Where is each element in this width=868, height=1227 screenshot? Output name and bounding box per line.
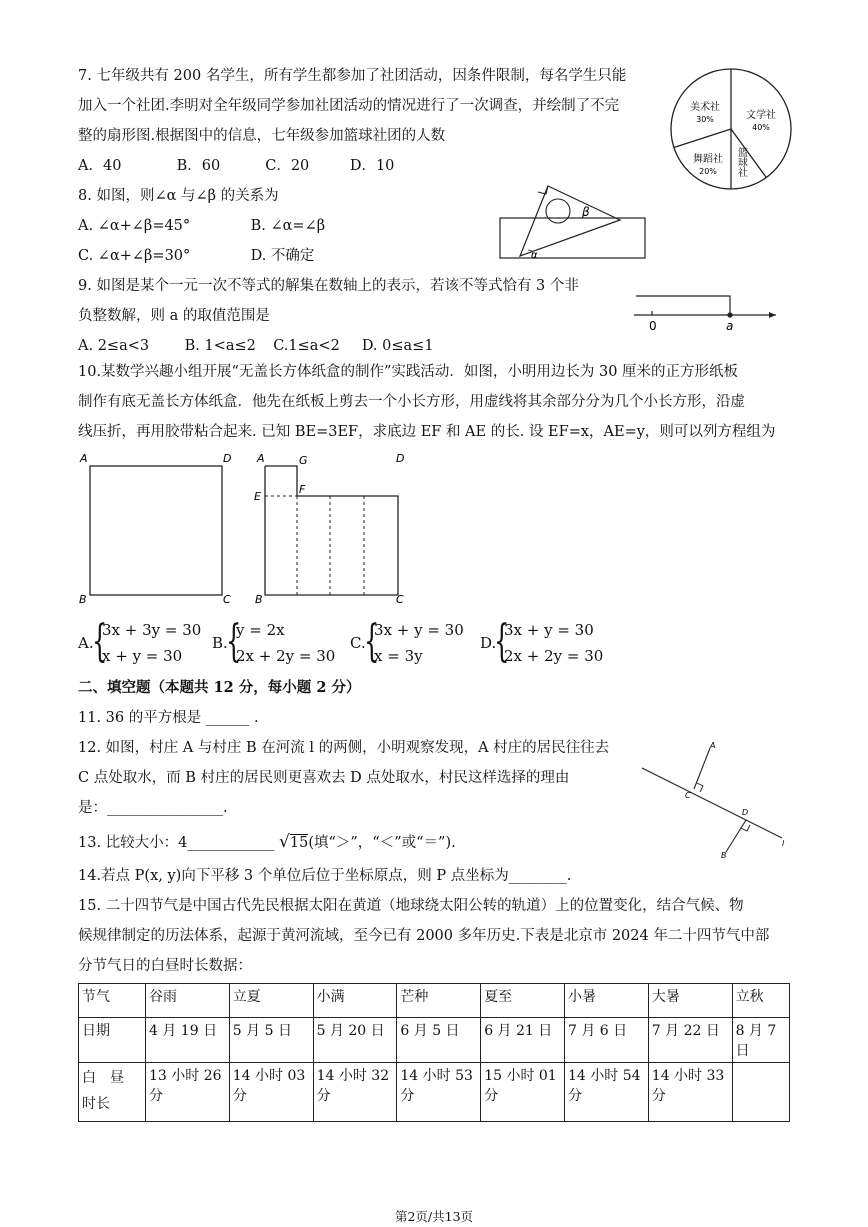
- q8-stem: 8. 如图，则∠α 与∠β 的关系为: [78, 188, 279, 204]
- page-footer: 第2页/共13页: [394, 1209, 474, 1224]
- q13-blank[interactable]: ____________: [187, 835, 275, 851]
- table-cell: 14 小时 33 分: [648, 1063, 732, 1122]
- fig2-label-c: C: [396, 593, 404, 606]
- label-zero: 0: [649, 319, 657, 333]
- solid-dot: [727, 312, 732, 317]
- label-a: a: [726, 319, 734, 333]
- table-cell: 7 月 22 日: [648, 1018, 732, 1063]
- fig2-label-g: G: [299, 454, 308, 467]
- table-cell: 白 昼 时长: [79, 1063, 146, 1122]
- table-cell: 4 月 19 日: [146, 1018, 230, 1063]
- table-cell: 15 小时 01 分: [481, 1063, 565, 1122]
- segment-bd: [726, 820, 746, 852]
- q12-river-figure: [638, 738, 798, 862]
- q7-line-3: 整的扇形图.根据图中的信息，七年级参加篮球社团的人数: [78, 128, 446, 144]
- q10-line-2: 制作有底无盖长方体纸盒．他先在纸板上剪去一个小长方形，用虚线将其余部分分为几个小长方形，沿虚: [78, 394, 745, 410]
- q8-option-d[interactable]: D. 不确定: [250, 248, 315, 264]
- q7-option-d[interactable]: D．10: [349, 158, 395, 174]
- table-cell: 5 月 5 日: [229, 1018, 313, 1063]
- q9-option-c[interactable]: C.1≤a<2: [273, 338, 340, 354]
- q9-option-d[interactable]: D. 0≤a≤1: [361, 338, 434, 354]
- pie-label-wenxue: 文学社: [746, 110, 776, 121]
- q12-label-b: B: [721, 851, 727, 860]
- q12-label-d: D: [742, 808, 749, 817]
- q10-option-c-eq2: x = 3y: [374, 647, 423, 665]
- table-cell: 谷雨: [146, 984, 230, 1018]
- daylight-table: [78, 983, 790, 1122]
- q9-number-line: [630, 288, 780, 336]
- q12-label-l: l: [782, 839, 785, 848]
- q9-options: [78, 336, 434, 356]
- q12-line-3: 是：________________.: [78, 800, 228, 816]
- cut-board-outline: [265, 466, 398, 595]
- q10-line-1: 10.某数学兴趣小组开展“无盖长方体纸盒的制作”实践活动．如图，小明用边长为 30 厘米的正方形纸板: [78, 364, 739, 380]
- fig2-label-b: B: [255, 593, 263, 606]
- brace-icon: {: [364, 616, 380, 667]
- segment-ac: [694, 748, 710, 789]
- q15-line-2: 候规律制定的历法体系，起源于黄河流域，至今已有 2000 多年历史.下表是北京市 2024 年二十四节气中部: [78, 928, 770, 944]
- alpha-label: α: [531, 250, 538, 261]
- table-cell: 芒种: [397, 984, 481, 1018]
- q7-line-1: 7. 七年级共有 200 名学生，所有学生都参加了社团活动，因条件限制，每名学生只能: [78, 68, 627, 84]
- fig1-label-c: C: [223, 593, 231, 606]
- q8-options-row-1: [78, 216, 325, 236]
- fig1-label-d: D: [223, 452, 232, 465]
- q10-option-c[interactable]: [350, 618, 480, 668]
- q7-option-b[interactable]: B．60: [176, 158, 221, 174]
- pie-label-wudao: 舞蹈社: [693, 154, 723, 165]
- q15-line-1: 15. 二十四节气是中国古代先民根据太阳在黄道（地球绕太阳公转的轨道）上的位置变化，结合气候、物: [78, 898, 744, 914]
- q12-line-1: 12. 如图，村庄 A 与村庄 B 在河流 l 的两侧，小明观察发现，A 村庄的居民往往去: [78, 740, 610, 756]
- section-2-title: 二、填空题（本题共 12 分，每小题 2 分）: [78, 679, 361, 696]
- q10-option-a-eq2: x + y = 30: [102, 647, 183, 665]
- fig2-label-e: E: [254, 490, 261, 503]
- q10-line-3: 线压折，再用胶带粘合起来. 已知 BE=3EF，求底边 EF 和 AE 的长. 设 EF=x，AE=y，则可以列方程组为: [78, 424, 776, 440]
- table-cell: 大暑: [648, 984, 732, 1018]
- fig2-label-a: A: [257, 452, 265, 465]
- q13-sqrt-radicand: 15: [289, 835, 309, 851]
- q7-line-2: 加入一个社团.李明对全年级同学参加社团活动的情况进行了一次调查，并绘制了不完: [78, 98, 620, 114]
- q14-text: 14.若点 P(x, y)向下平移 3 个单位后位于坐标原点，则 P 点坐标为________.: [78, 868, 572, 884]
- q10-option-b[interactable]: [212, 618, 342, 668]
- table-cell: 5 月 20 日: [313, 1018, 397, 1063]
- triangle-hole: [546, 199, 570, 223]
- q8-option-a[interactable]: A. ∠α+∠β=45°: [78, 218, 191, 234]
- q10-option-d-eq2: 2x + 2y = 30: [504, 647, 604, 665]
- q13-prefix: 13. 比较大小：4: [78, 835, 188, 851]
- q15-line-3: 分节气日的白昼时长数据：: [78, 958, 252, 974]
- pie-pct-meishu: 30%: [696, 115, 714, 124]
- q10-option-a-eq1: 3x + 3y = 30: [102, 621, 202, 639]
- pie-label-lanqiu: 篮球社: [735, 147, 747, 177]
- triangle-ruler: [520, 186, 620, 256]
- fig1-label-a: A: [80, 452, 88, 465]
- table-cell: 6 月 21 日: [481, 1018, 565, 1063]
- q7-option-c[interactable]: C．20: [265, 158, 310, 174]
- table-cell: 14 小时 53 分: [397, 1063, 481, 1122]
- q10-option-b-label: B.: [212, 634, 228, 652]
- q13-suffix: (填“＞”，“＜”或“＝”).: [308, 835, 456, 851]
- q10-option-c-eq1: 3x + y = 30: [374, 621, 464, 639]
- brace-icon: {: [226, 616, 242, 667]
- table-cell: 14 小时 03 分: [229, 1063, 313, 1122]
- q12-line-2: C 点处取水，而 B 村庄的居民则更喜欢去 D 点处取水，村民这样选择的理由: [78, 770, 570, 786]
- table-cell: [732, 1063, 789, 1122]
- q10-option-d-eq1: 3x + y = 30: [504, 621, 594, 639]
- brace-icon: {: [92, 616, 108, 667]
- q8-figure: [498, 180, 648, 264]
- q10-option-d-label: D.: [480, 634, 497, 652]
- table-cell: 14 小时 32 分: [313, 1063, 397, 1122]
- q9-line-2: 负整数解，则 a 的取值范围是: [78, 308, 270, 324]
- q8-options-row-2: [78, 246, 314, 266]
- q12-label-c: C: [685, 791, 691, 800]
- table-row: [79, 984, 790, 1018]
- q12-label-a: A: [710, 741, 716, 750]
- q10-option-b-eq1: y = 2x: [236, 621, 285, 639]
- table-cell: 7 月 6 日: [564, 1018, 648, 1063]
- q11-text: 11. 36 的平方根是 ______ .: [78, 710, 259, 726]
- q10-option-a-label: A.: [78, 634, 94, 652]
- arrow-head: [769, 312, 776, 318]
- q10-option-b-eq2: 2x + 2y = 30: [236, 647, 336, 665]
- q13-line: [78, 832, 456, 853]
- pie-pct-wudao: 20%: [699, 167, 717, 176]
- table-cell: 夏至: [481, 984, 565, 1018]
- q10-option-a[interactable]: [78, 618, 208, 668]
- q8-option-c[interactable]: C. ∠α+∠β=30°: [78, 248, 191, 264]
- q10-option-d[interactable]: [480, 618, 620, 668]
- fig2-label-f: F: [299, 483, 306, 496]
- table-cell: 8 月 7 日: [732, 1018, 789, 1063]
- table-cell: 14 小时 54 分: [564, 1063, 648, 1122]
- q9-line-1: 9. 如图是某个一元一次不等式的解集在数轴上的表示，若该不等式恰有 3 个非: [78, 278, 579, 294]
- table-cell: 小满: [313, 984, 397, 1018]
- table-cell: 13 小时 26 分: [146, 1063, 230, 1122]
- q9-option-b[interactable]: B. 1<a≤2: [184, 338, 256, 354]
- right-angle-c: [697, 783, 703, 792]
- sqrt-icon: √: [279, 832, 290, 852]
- table-cell: 日期: [79, 1018, 146, 1063]
- pie-pct-wenxue: 40%: [752, 123, 770, 132]
- q7-pie-chart: [666, 66, 796, 196]
- table-cell: 小暑: [564, 984, 648, 1018]
- q10-option-c-label: C.: [350, 634, 366, 652]
- table-cell: 立秋: [732, 984, 789, 1018]
- table-cell: 节气: [79, 984, 146, 1018]
- q9-option-a[interactable]: A. 2≤a<3: [78, 338, 150, 354]
- q7-option-a[interactable]: A．40: [78, 158, 122, 174]
- river-line-l: [642, 768, 782, 838]
- q8-option-b[interactable]: B. ∠α=∠β: [250, 218, 326, 234]
- solution-ray: [636, 296, 730, 315]
- fig2-label-d: D: [396, 452, 405, 465]
- q7-options: [78, 156, 394, 176]
- table-row: [79, 1063, 790, 1122]
- q10-figure-square: [76, 448, 246, 608]
- brace-icon: {: [494, 616, 510, 667]
- table-row: [79, 1018, 790, 1063]
- table-cell: 6 月 5 日: [397, 1018, 481, 1063]
- table-cell: 立夏: [229, 984, 313, 1018]
- fig1-label-b: B: [79, 593, 87, 606]
- beta-label: β: [582, 205, 590, 219]
- square-board: [90, 466, 222, 595]
- q10-figure-cut: [250, 448, 420, 608]
- right-angle-mark: [538, 186, 548, 194]
- pie-label-meishu: 美术社: [690, 102, 720, 113]
